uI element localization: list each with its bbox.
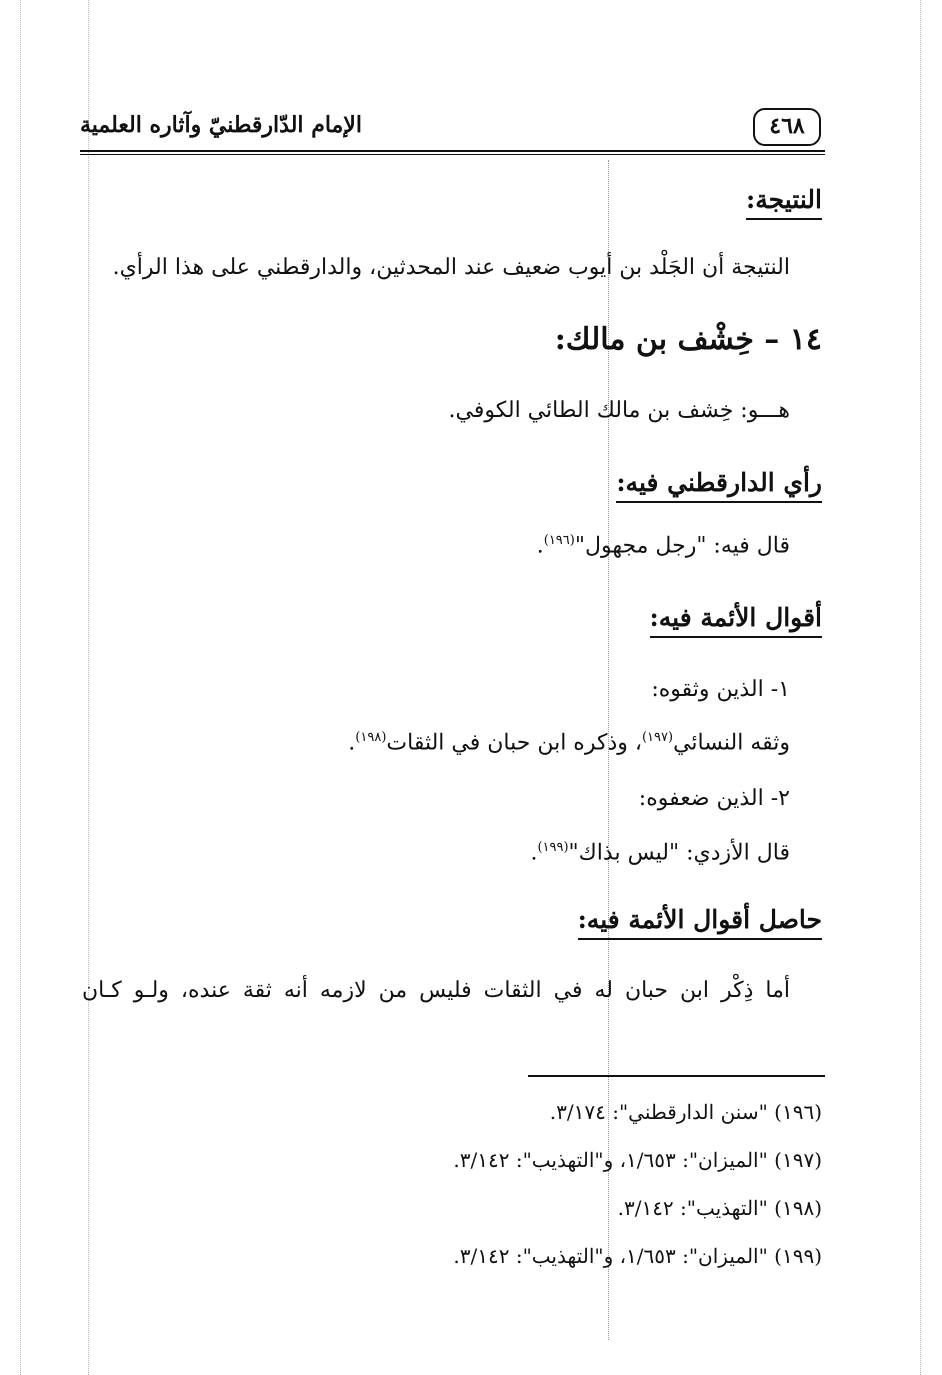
opinion-heading: رأي الدارقطني فيه: (616, 468, 822, 503)
footnote-ref: (١٩٨) (355, 730, 387, 745)
entry-heading: ١٤ – خِشْف بن مالك: (554, 322, 822, 357)
footnote-item: (١٩٦) "سنن الدارقطني": ٣/١٧٤. (549, 1100, 822, 1124)
weak-label: ٢- الذين ضعفوه: (638, 786, 790, 811)
footnote-item: (١٩٨) "التهذيب": ٣/١٤٢. (617, 1196, 822, 1220)
running-title: الإمام الدّارقطنيّ وآثاره العلمية (80, 112, 362, 138)
trusted-text-b: ، وذكره ابن حبان في الثقات (386, 730, 642, 756)
result-text: النتيجة أن الجَلْد بن أيوب ضعيف عند المحدثين، والدارقطني على هذا الرأي. (112, 255, 790, 280)
scan-artifact-line (88, 0, 89, 1375)
scan-artifact-line (920, 0, 921, 1375)
trusted-label: ١- الذين وثقوه: (651, 677, 790, 702)
footnote-ref: (١٩٧) (641, 730, 674, 745)
header-rule (80, 150, 825, 152)
scan-artifact-line (20, 0, 21, 1375)
page-number: ٤٦٨ (753, 108, 821, 146)
opinion-text: قال فيه: "رجل مجهول" (574, 533, 790, 559)
weak-text: قال الأزدي: "ليس بذاك" (568, 840, 790, 866)
summary-heading: حاصل أقوال الأئمة فيه: (578, 905, 822, 940)
header-rule-thin (80, 154, 825, 155)
weak-line: قال الأزدي: "ليس بذاك"$^{(١٩٩)}$. (530, 840, 790, 866)
footnote-ref: (١٩٩) (537, 840, 569, 855)
imams-heading: أقوال الأئمة فيه: (650, 603, 822, 638)
footnote-item: (١٩٧) "الميزان": ١/٦٥٣، و"التهذيب": ٣/١٤٢. (453, 1148, 822, 1172)
opinion-line: قال فيه: "رجل مجهول"$^{(١٩٦)}$. (536, 533, 790, 559)
footnote-rule (528, 1075, 825, 1077)
trusted-line: وثقه النسائي$^{(١٩٧)}$، وذكره ابن حبان في الثقات$^{(١٩٨)}$. (348, 730, 790, 756)
footnote-ref: (١٩٦) (543, 533, 575, 548)
footnote-item: (١٩٩) "الميزان": ١/٦٥٣، و"التهذيب": ٣/١٤٢. (453, 1244, 822, 1268)
result-heading: النتيجة: (746, 185, 822, 220)
trusted-text-a: وثقه النسائي (673, 730, 790, 756)
entry-text: هـــو: خِشف بن مالك الطائي الكوفي. (448, 398, 790, 423)
summary-text: أما ذِكْر ابن حبان له في الثقات فليس من لازمه أنه ثقة عنده، ولـو كـان (82, 978, 790, 1003)
